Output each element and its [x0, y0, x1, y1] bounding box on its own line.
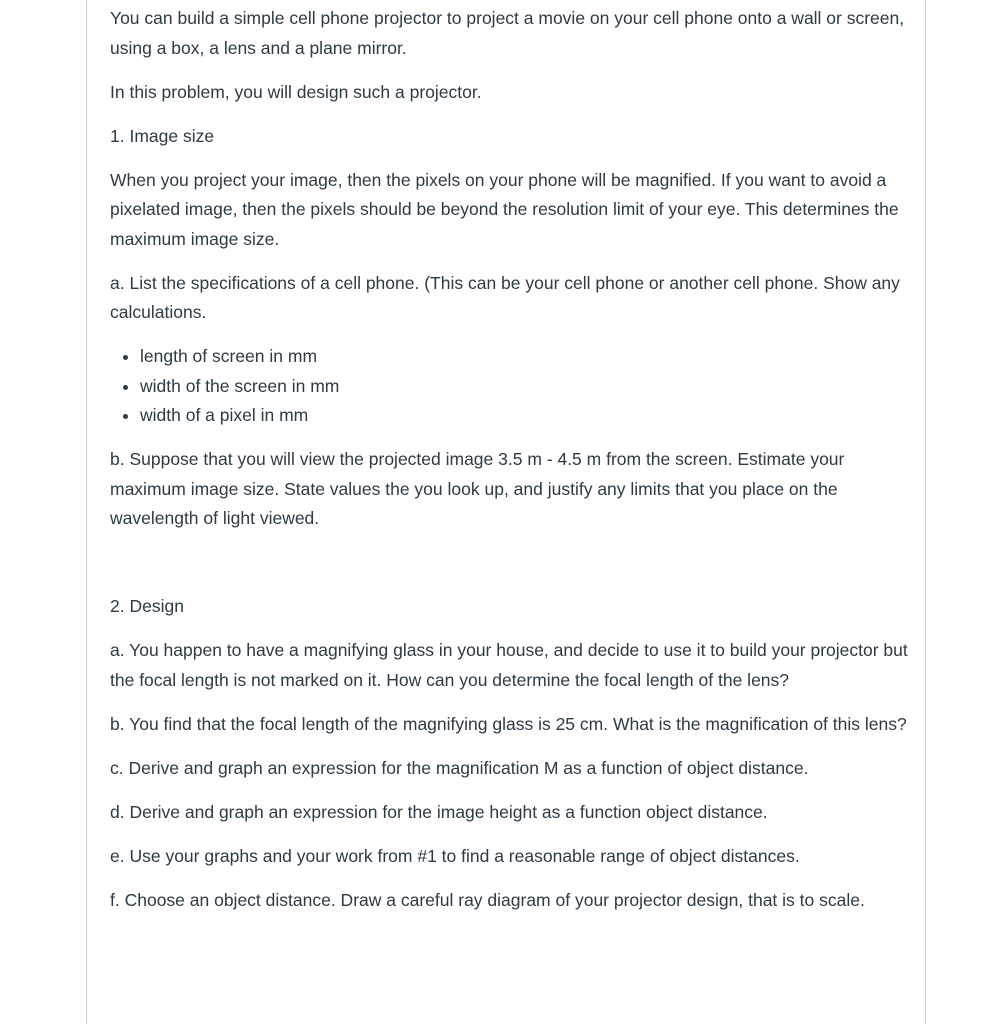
section-2-part-c: c. Derive and graph an expression for the magnification M as a function of object distance.	[110, 757, 809, 778]
section-2-part-f: f. Choose an object distance. Draw a careful ray diagram of your projector design, that is to scale.	[110, 889, 865, 910]
section-1-description: When you project your image, then the pixels on your phone will be magnified. If you want to avoid a pixelated image, then the pixels should be beyond the resolution limit of your eye. This determines the maximum image size.	[110, 169, 899, 249]
assignment-content	[110, 4, 910, 930]
section-2-part-b: b. You find that the focal length of the magnifying glass is 25 cm. What is the magnification of this lens?	[110, 713, 907, 734]
spec-list	[110, 342, 910, 431]
intro-statement: In this problem, you will design such a projector.	[110, 81, 482, 102]
section-2-heading: 2. Design	[110, 596, 184, 616]
section-1-heading: 1. Image size	[110, 125, 215, 146]
intro-paragraph: You can build a simple cell phone projector to project a movie on your cell phone onto a wall or screen, using a box, a lens and a plane mirror.	[110, 8, 905, 58]
section-1-part-a: a. List the specifications of a cell phone. (This can be your cell phone or another cell phone. Show any calculations.	[110, 272, 900, 322]
section-2-part-e: e. Use your graphs and your work from #1 to find a reasonable range of object distances.	[110, 845, 800, 866]
spec-list-item: • length of screen in mm	[140, 342, 910, 372]
section-2-part-a: a. You happen to have a magnifying glass in your house, and decide to use it to build your projector but the focal length is not marked on it. How can you determine the focal length of the lens?	[110, 640, 908, 690]
section-2-part-d: d. Derive and graph an expression for the image height as a function object distance.	[110, 801, 768, 822]
section-spacer	[110, 548, 910, 592]
section-1-part-b: b. Suppose that you will view the projected image 3.5 m - 4.5 m from the screen. Estimate your maximum image size. State values the you look up, and justify any limits that you place on the wavelength of light viewed.	[110, 449, 845, 528]
spec-list-item: • width of the screen in mm	[140, 372, 910, 402]
spec-list-item: • width of a pixel in mm	[140, 401, 910, 431]
